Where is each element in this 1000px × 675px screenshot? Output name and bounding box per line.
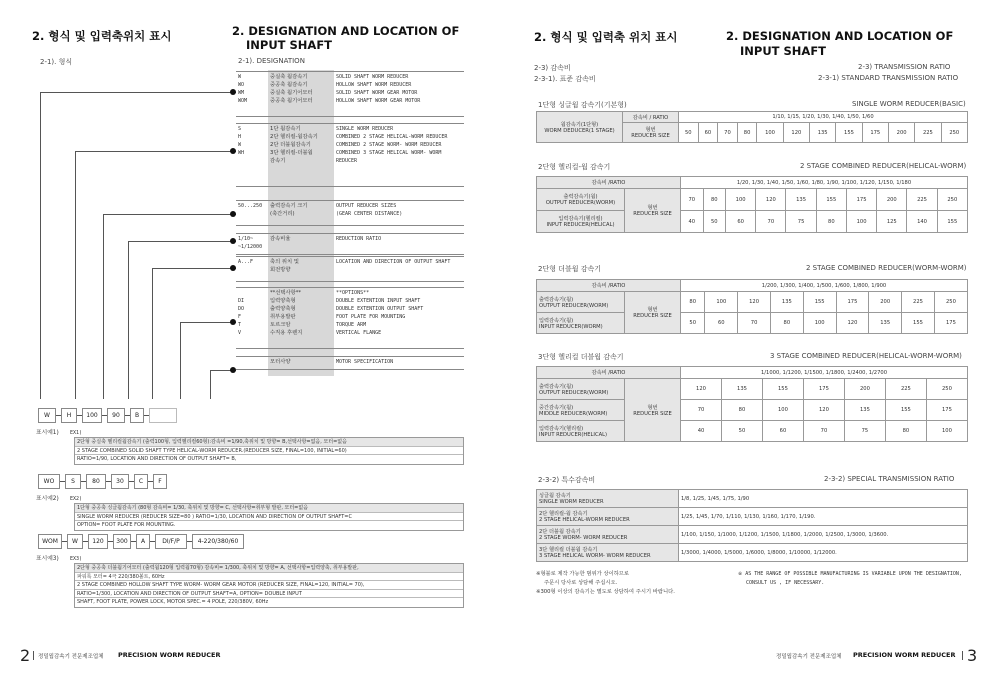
right-footer-en: PRECISION WORM REDUCER xyxy=(853,651,956,659)
designation-en: **OPTIONS** xyxy=(336,290,370,296)
size-cell: 100 xyxy=(846,211,876,233)
bullet-dot xyxy=(230,367,236,373)
t3-ratios: 1/200, 1/300, 1/400, 1/500, 1/600, 1/800, 1/900 xyxy=(681,280,968,292)
designation-code-box: 90 xyxy=(107,408,125,423)
size-cell: 120 xyxy=(783,123,809,143)
size-cell: 80 xyxy=(721,400,762,421)
designation-ko: **선택사항** xyxy=(270,290,302,296)
special-en: SINGLE WORM REDUCER xyxy=(539,499,604,505)
bullet-dot xyxy=(230,89,236,95)
t4-ratios: 1/1000, 1/1200, 1/1500, 1/1800, 1/2400, 1/2700 xyxy=(681,367,968,379)
size-cell: 175 xyxy=(862,123,888,143)
example-note-line: OPTION= FOOT PLATE FOR MOUNTING. xyxy=(77,522,176,528)
size-cell: 100 xyxy=(705,292,738,313)
size-cell: 70 xyxy=(803,421,844,442)
designation-code-box: WOM xyxy=(38,534,62,549)
special-ratio-table xyxy=(536,489,968,562)
left-title-en: 2. DESIGNATION AND LOCATION OF xyxy=(232,24,460,38)
bullet-dot xyxy=(230,148,236,154)
designation-ko: 출력감속기 크기 xyxy=(270,203,308,209)
size-cell: 200 xyxy=(877,189,907,211)
t2-ratios: 1/20, 1/30, 1/40, 1/50, 1/60, 1/80, 1/90, 1/100, 1/120, 1/150, 1/180 xyxy=(681,177,968,189)
left-footer-ko: 정밀웜감속기 전문제조업체 xyxy=(38,654,104,660)
example-note-line: 2 STAGE COMBINED SOLID SHAFT TYPE HELICAL-WORM REDUCER.(REDUCER SIZE, FINAL=100, INITIAL=60) xyxy=(75,447,463,456)
designation-code: ~1/12000 xyxy=(238,244,263,250)
std-ko: 2-3-1). 표준 감속비 xyxy=(534,75,596,83)
example-note xyxy=(74,503,464,531)
designation-code-box: 30 xyxy=(111,474,129,489)
t4-r3-en: INPUT REDUCER(HELICAL) xyxy=(539,431,608,438)
t4-r2-ko: 중간감속기(웜) xyxy=(539,404,574,411)
example-note-line: SINGLE WORM REDUCER (REDUCER SIZE=80 ) RATIO=1/30, LOCATION AND DIRECTION OF OUTPUT SHAFT=C xyxy=(75,513,463,522)
designation-code-box: 4-220/380/60 xyxy=(192,534,244,549)
designation-code-box: 300 xyxy=(113,534,131,549)
size-cell: 100 xyxy=(803,313,836,334)
designation-group xyxy=(236,200,464,226)
designation-ko: 출력양축형 xyxy=(270,306,296,312)
size-cell: 225 xyxy=(885,379,926,400)
designation-ko: 중공축 웜기어모터 xyxy=(270,98,313,104)
example-label: 표시예3) xyxy=(36,556,59,562)
example-note-line: 파워록 모터= 4극 220/380볼트, 60Hz xyxy=(75,573,463,582)
right-title-en2: INPUT SHAFT xyxy=(740,44,827,58)
t4-r1-ko: 출력감속기(웜) xyxy=(539,383,574,390)
designation-en: COMBINED 2 STAGE WORM- WORM REDUCER xyxy=(336,142,442,148)
designation-ko: 2단 더블웜감속기 xyxy=(270,142,311,148)
special-ko: 2단 더블웜 감속기 xyxy=(539,529,581,535)
sp-en: 2-3-2) SPECIAL TRANSMISSION RATIO xyxy=(824,475,955,483)
designation-en: FOOT PLATE FOR MOUNTING xyxy=(336,314,406,320)
t3-title-ko: 2단형 더블웜 감속기 xyxy=(538,265,601,273)
example-note-line: 1단형 중공축 싱글웜감속기 (80형 감속비= 1/30, 축위치 및 방향= C, 선택사항=취부형 발판, 모터=없음 xyxy=(75,504,463,513)
t3-size-h1: 형번 xyxy=(647,307,658,313)
size-cell: 70 xyxy=(681,189,704,211)
left-sub-en: 2-1). DESIGNATION xyxy=(238,57,305,65)
t2-ratio-head: 감속비 /RATIO xyxy=(537,177,681,189)
size-cell: 75 xyxy=(786,211,816,233)
special-ko: 3단 헬리컬 더블웜 감속기 xyxy=(539,547,598,553)
size-cell: 135 xyxy=(721,379,762,400)
designation-ko: 3단 헬리컬-더블웜 xyxy=(270,150,313,156)
t1-h1: 웜감속기(1단형) xyxy=(560,121,599,128)
designation-code: 50...250 xyxy=(238,203,263,209)
t2-title-ko: 2단형 헬리컬-웜 감속기 xyxy=(538,163,611,171)
t2-title-en: 2 STAGE COMBINED REDUCER(HELICAL-WORM) xyxy=(800,162,967,170)
designation-en: REDUCTION RATIO xyxy=(336,236,382,242)
example-note-line: 2 STAGE COMBINED HOLLOW SHAFT TYPE WORM- WORM GEAR MOTOR (REDUCER SIZE, FINAL=120, INITIAL= 70), xyxy=(75,581,463,590)
size-cell: 50 xyxy=(721,421,762,442)
designation-en: (GEAR CENTER DISTANCE) xyxy=(336,211,403,217)
designation-code: F xyxy=(238,314,242,320)
designation-ko: 토르크암 xyxy=(270,322,291,328)
designation-ko: 취부용발판 xyxy=(270,314,296,320)
designation-code: DI xyxy=(238,298,245,304)
t4-table xyxy=(536,366,968,442)
designation-en: COMBINED 2 STAGE HELICAL-WORM REDUCER xyxy=(336,134,448,140)
left-title-ko: 2. 형식 및 입력축위치 표시 xyxy=(32,29,172,43)
size-cell: 80 xyxy=(885,421,926,442)
size-cell: 175 xyxy=(846,189,876,211)
t2-r2-en: INPUT REDUCER(HELICAL) xyxy=(546,222,615,228)
designation-ko: 2단 헬리컬-웜감속기 xyxy=(270,134,318,140)
designation-code-box: 100 xyxy=(82,408,102,423)
size-cell: 120 xyxy=(803,400,844,421)
designation-code: WOM xyxy=(238,98,248,104)
designation-group xyxy=(236,287,464,349)
t3-r2-ko: 입력감속기(웜) xyxy=(539,317,574,324)
size-cell: 155 xyxy=(836,123,862,143)
designation-code-box: WO xyxy=(38,474,60,489)
t4-size-h1: 형번 xyxy=(647,404,658,411)
special-values: 1/100, 1/150, 1/1000, 1/1200, 1/1500, 1/1800, 1/2000, 1/2500, 1/3000, 1/3600. xyxy=(679,526,968,544)
bullet-dot xyxy=(230,265,236,271)
size-cell: 250 xyxy=(926,379,967,400)
size-cell: 100 xyxy=(757,123,783,143)
left-sub-ko: 2-1). 형식 xyxy=(40,58,73,66)
size-cell: 70 xyxy=(718,123,738,143)
special-ratio-row xyxy=(537,544,968,562)
designation-en: VERTICAL FLANGE xyxy=(336,330,382,336)
size-cell: 120 xyxy=(756,189,786,211)
designation-ko: 중실축 웜기어모터 xyxy=(270,90,313,96)
right-page-number: 3 xyxy=(967,646,978,665)
designation-code-box: A xyxy=(136,534,150,549)
size-cell: 250 xyxy=(941,123,967,143)
example-note-line: SHAFT, FOOT PLATE, POWER LOCK, MOTOR SPEC.= 4 POLE, 220/380V, 60Hz xyxy=(77,599,269,605)
size-cell: 175 xyxy=(926,400,967,421)
t2-r2-ko: 입력감속기(헬리컬) xyxy=(558,216,603,222)
designation-ko: 1단 웜감속기 xyxy=(270,126,301,132)
example-ex: EX1) xyxy=(70,430,83,436)
bullet-dot xyxy=(230,238,236,244)
designation-en: COMBINED 3 STAGE HELICAL WORM- WORM xyxy=(336,150,442,156)
designation-code-box: DI/F/P xyxy=(155,534,187,549)
left-title-en2: INPUT SHAFT xyxy=(246,38,333,52)
size-cell: 120 xyxy=(738,292,771,313)
special-values: 1/25, 1/45, 1/70, 1/110, 1/130, 1/160, 1/170, 1/190. xyxy=(679,508,968,526)
size-cell: 155 xyxy=(937,211,967,233)
size-cell: 175 xyxy=(803,379,844,400)
designation-code: DO xyxy=(238,306,245,312)
designation-code-box: H xyxy=(61,408,77,423)
designation-group xyxy=(236,233,464,255)
size-cell: 200 xyxy=(844,379,885,400)
designation-code: W xyxy=(238,142,242,148)
size-cell: 60 xyxy=(705,313,738,334)
size-cell: 60 xyxy=(726,211,756,233)
designation-code: W xyxy=(238,74,242,80)
size-cell: 225 xyxy=(902,292,935,313)
special-values: 1/8, 1/25, 1/45, 1/75, 1/90 xyxy=(679,490,968,508)
designation-code-box: C xyxy=(134,474,148,489)
size-cell: 155 xyxy=(885,400,926,421)
example-note-line: RATIO=1/90, LOCATION AND DIRECTION OF OUTPUT SHAFT= B, xyxy=(77,456,237,462)
designation-en: SOLID SHAFT WORM GEAR MOTOR xyxy=(336,90,418,96)
size-cell: 125 xyxy=(877,211,907,233)
designation-en: SINGLE WORM REDUCER xyxy=(336,126,394,132)
designation-code: WH xyxy=(238,150,245,156)
designation-code-box: S xyxy=(65,474,81,489)
size-cell: 155 xyxy=(902,313,935,334)
example-label: 표시예1) xyxy=(36,430,59,436)
size-cell: 80 xyxy=(737,123,757,143)
right-title-ko: 2. 형식 및 입력축 위치 표시 xyxy=(534,30,678,44)
t4-r2-en: MIDDLE REDUCER(WORM) xyxy=(539,410,608,417)
size-cell: 50 xyxy=(679,123,699,143)
designation-group xyxy=(236,356,464,370)
t2-size-h1: 형번 xyxy=(647,205,658,211)
size-cell: 135 xyxy=(786,189,816,211)
t4-title-en: 3 STAGE COMBINED REDUCER(HELICAL-WORM-WORM) xyxy=(770,352,962,360)
t4-r3-ko: 입력감속기(헬리컬) xyxy=(539,425,584,432)
right-title-en: 2. DESIGNATION AND LOCATION OF xyxy=(726,29,954,43)
special-ko: 싱글웜 감속기 xyxy=(539,493,571,499)
size-cell: 175 xyxy=(836,292,869,313)
designation-code-box xyxy=(149,408,177,423)
designation-group xyxy=(236,256,464,282)
t2-r1-en: OUTPUT REDUCER(WORM) xyxy=(545,200,616,206)
designation-code: WO xyxy=(238,82,245,88)
bullet-dot xyxy=(230,319,236,325)
t1-size-h2: REDUCER SIZE xyxy=(631,133,670,139)
t3-r2-en: INPUT REDUCER(WORM) xyxy=(539,323,603,330)
size-cell: 155 xyxy=(762,379,803,400)
bullet-dot xyxy=(230,211,236,217)
designation-ko: 감속기 xyxy=(270,158,286,164)
example-note-line: 2단형 중공축 더블웜기어모터 (출력웜120형 입력웜70형) 감속비= 1/300, 축위치 및 방향= A, 선택사항=입력양축, 취부용발판, xyxy=(75,564,463,573)
special-ratio-row xyxy=(537,526,968,544)
t2-table xyxy=(536,176,968,233)
size-cell: 100 xyxy=(762,400,803,421)
t1-size-h1: 형번 xyxy=(645,127,656,133)
note2-ko: 주문시 당사로 상담해 주십시오. xyxy=(544,580,618,586)
special-en: 3 STAGE HELICAL WORM- WORM REDUCER xyxy=(539,553,651,559)
designation-en: DOUBLE EXTENTION INPUT SHAFT xyxy=(336,298,421,304)
example-ex: EX2) xyxy=(70,496,83,502)
size-cell: 60 xyxy=(698,123,718,143)
designation-ko: 축의 위치 및 xyxy=(270,259,299,265)
t1-h2: WORM DEDUCER(1 STAGE) xyxy=(544,127,615,134)
size-cell: 50 xyxy=(681,313,705,334)
size-cell: 155 xyxy=(803,292,836,313)
note1-ko: ※형블로 제작 가능한 범위가 상이하므로 xyxy=(536,571,630,577)
special-en: 2 STAGE HELICAL-WORM REDUCER xyxy=(539,517,630,523)
size-cell: 250 xyxy=(937,189,967,211)
designation-ko: 회전방향 xyxy=(270,267,291,273)
size-cell: 225 xyxy=(915,123,941,143)
designation-ko: 감속비율 xyxy=(270,236,291,242)
designation-en: TORQUE ARM xyxy=(336,322,367,328)
designation-code-box: F xyxy=(153,474,167,489)
t4-ratio-head: 감속비 /RATIO xyxy=(537,367,681,379)
size-cell: 250 xyxy=(934,292,967,313)
right-footer-ko: 정밀웜감속기 전문제조업체 xyxy=(776,654,842,660)
designation-ko: (축간거리) xyxy=(270,211,295,217)
designation-en: SOLID SHAFT WORM REDUCER xyxy=(336,74,409,80)
size-cell: 70 xyxy=(681,400,722,421)
note2-en: CONSULT US , IF NECESSARY. xyxy=(746,580,825,586)
example-note-line: RATIO=1/300, LOCATION AND DIRECTION OF OUTPUT SHAFT=A, OPTION= DOUBLE INPUT xyxy=(75,590,463,599)
size-cell: 140 xyxy=(907,211,937,233)
t3-ratio-head: 감속비 /RATIO xyxy=(537,280,681,292)
size-cell: 120 xyxy=(836,313,869,334)
t1-ratio-head: 감속비 / RATIO xyxy=(623,112,679,123)
size-cell: 155 xyxy=(816,189,846,211)
special-en: 2 STAGE WORM- WORM REDUCER xyxy=(539,535,628,541)
left-footer-en: PRECISION WORM REDUCER xyxy=(118,651,221,659)
t3-size-h2: REDUCER SIZE xyxy=(633,313,672,319)
designation-en: REDUCER xyxy=(336,158,358,164)
note3-ko: ※300형 이상의 감속기는 별도로 상담하여 주시기 바랍니다. xyxy=(536,589,675,595)
designation-en: HOLLOW SHAFT WORM REDUCER xyxy=(336,82,412,88)
example-note xyxy=(74,437,464,465)
designation-code-box: W xyxy=(38,408,56,423)
sec-ko: 2-3) 감속비 xyxy=(534,64,571,72)
size-cell: 40 xyxy=(681,421,722,442)
size-cell: 135 xyxy=(844,400,885,421)
t4-title-ko: 3단형 헬리컬 더블웜 감속기 xyxy=(538,353,624,361)
size-cell: 80 xyxy=(816,211,846,233)
t1-ratios: 1/10, 1/15, 1/20, 1/30, 1/40, 1/50, 1/60 xyxy=(679,112,968,123)
size-cell: 80 xyxy=(703,189,726,211)
designation-ko: 중공축 웜감속기 xyxy=(270,82,308,88)
size-cell: 100 xyxy=(726,189,756,211)
size-cell: 60 xyxy=(762,421,803,442)
designation-ko: 모터사양 xyxy=(270,359,291,365)
t1-title-en: SINGLE WORM REDUCER(BASIC) xyxy=(852,100,966,108)
t1-table xyxy=(536,111,968,143)
t3-table xyxy=(536,279,968,334)
example-note-line: 2단형 중실축 헬리컬웜감속기 (출력100형, 입력헬리컬60형):감속비 =1/90,축위치 및 방향= B,선택사항=없음, 모터=없음 xyxy=(75,438,463,447)
designation-group xyxy=(236,71,464,117)
size-cell: 100 xyxy=(926,421,967,442)
designation-code: 1/10~ xyxy=(238,236,254,242)
special-ratio-row xyxy=(537,490,968,508)
size-cell: 70 xyxy=(756,211,786,233)
designation-code: T xyxy=(238,322,242,328)
special-ratio-row xyxy=(537,508,968,526)
example-ex: EX3) xyxy=(70,556,83,562)
special-ko: 2단 헬리컬-웜 감속기 xyxy=(539,511,588,517)
size-cell: 80 xyxy=(681,292,705,313)
size-cell: 70 xyxy=(738,313,771,334)
size-cell: 200 xyxy=(888,123,914,143)
left-page-number: 2 xyxy=(20,646,31,665)
size-cell: 135 xyxy=(770,292,803,313)
t3-r1-en: OUTPUT REDUCER(WORM) xyxy=(539,302,609,309)
t2-r1-ko: 출력감속기(웜) xyxy=(563,194,598,200)
designation-ko: 중실축 웜감속기 xyxy=(270,74,308,80)
designation-code-box: B xyxy=(130,408,144,423)
size-cell: 120 xyxy=(681,379,722,400)
designation-code-box: W xyxy=(67,534,83,549)
size-cell: 225 xyxy=(907,189,937,211)
size-cell: 75 xyxy=(844,421,885,442)
t4-size-h2: REDUCER SIZE xyxy=(633,410,672,417)
size-cell: 200 xyxy=(869,292,902,313)
designation-code: S xyxy=(238,126,242,132)
t4-r1-en: OUTPUT REDUCER(WORM) xyxy=(539,389,609,396)
designation-ko: 수직용 후렌지 xyxy=(270,330,303,336)
designation-en: OUTPUT REDUCER SIZES xyxy=(336,203,397,209)
size-cell: 175 xyxy=(934,313,967,334)
size-cell: 80 xyxy=(770,313,803,334)
sp-ko: 2-3-2) 특수감속비 xyxy=(538,476,596,484)
example-label: 표시예2) xyxy=(36,496,59,502)
designation-ko: 입력양축형 xyxy=(270,298,296,304)
designation-code: H xyxy=(238,134,242,140)
t3-r1-ko: 출력감속기(웜) xyxy=(539,296,574,303)
size-cell: 40 xyxy=(681,211,704,233)
designation-en: DOUBLE EXTENTION OUTPUT SHAFT xyxy=(336,306,424,312)
designation-en: HOLLOW SHAFT WORM GEAR MOTOR xyxy=(336,98,421,104)
t1-title-ko: 1단형 싱글웜 감속기(기본형) xyxy=(538,101,627,109)
note1-en: ※ AS THE RANGE OF POSSIBLE MANUFACTURING IS VARIABLE UPON THE DESIGNATION, xyxy=(738,571,962,577)
sec-en: 2-3) TRANSMISSION RATIO xyxy=(858,63,951,71)
size-cell: 50 xyxy=(703,211,726,233)
example-note xyxy=(74,563,464,608)
designation-code-box: 120 xyxy=(88,534,108,549)
special-values: 1/3000, 1/4000, 1/5000, 1/6000, 1/8000, 1/10000, 1/12000. xyxy=(679,544,968,562)
size-cell: 135 xyxy=(869,313,902,334)
t3-title-en: 2 STAGE COMBINED REDUCER(WORM-WORM) xyxy=(806,264,967,272)
designation-en: MOTOR SPECIFICATION xyxy=(336,359,394,365)
designation-en: LOCATION AND DIRECTION OF OUTPUT SHAFT xyxy=(336,259,451,265)
designation-code-box: 80 xyxy=(86,474,106,489)
designation-code: A...F xyxy=(238,259,254,265)
t2-size-h2: REDUCER SIZE xyxy=(633,211,672,217)
size-cell: 135 xyxy=(810,123,836,143)
designation-group xyxy=(236,123,464,187)
std-en: 2-3-1) STANDARD TRANSMISSION RATIO xyxy=(818,74,959,82)
designation-code: V xyxy=(238,330,242,336)
designation-code: WM xyxy=(238,90,245,96)
